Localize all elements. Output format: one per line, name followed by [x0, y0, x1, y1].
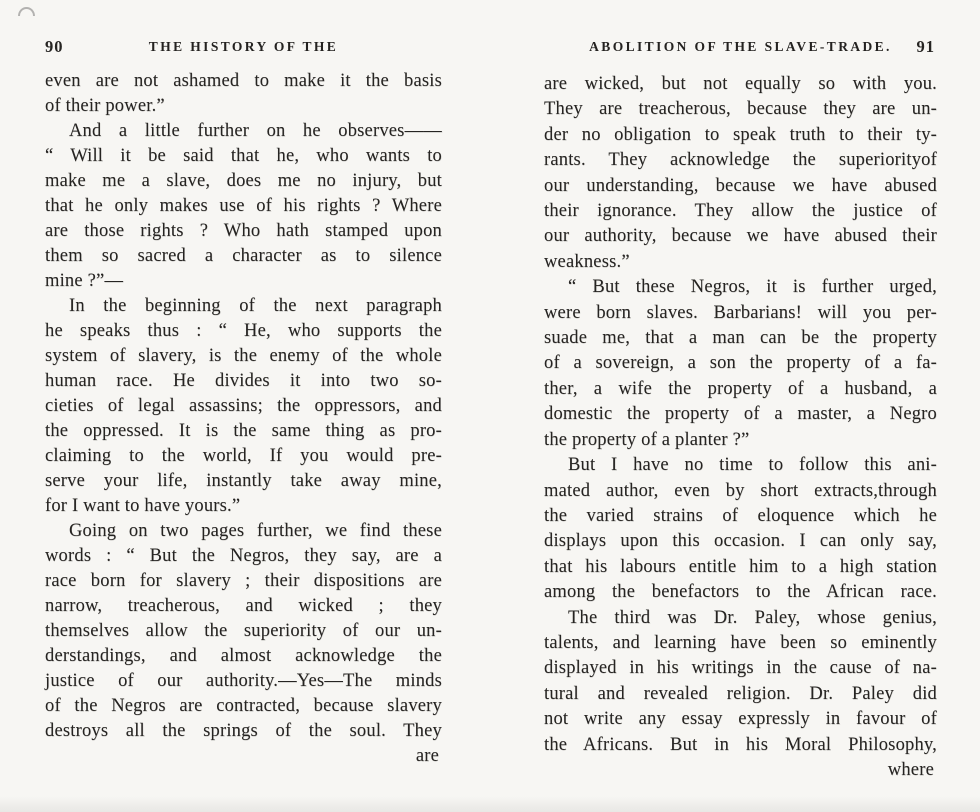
text-line: The third was Dr. Paley, whose genius, — [568, 607, 937, 628]
text-line: serve your life, instantly take away mine, — [45, 471, 442, 491]
left-catchword: are — [415, 746, 439, 766]
right-page-body — [544, 72, 937, 783]
text-line: justice of our authority.—Yes—The minds — [45, 671, 442, 691]
text-line: talents, and learning have been so eminently — [544, 632, 937, 653]
paragraph — [544, 453, 937, 605]
text-line: claiming to the world, If you would pre- — [45, 446, 442, 466]
text-line: Going on two pages further, we find these — [69, 521, 442, 541]
text-line: them so sacred a character as to silence — [45, 246, 442, 266]
right-running-title: ABOLITION OF THE SLAVE-TRADE. — [589, 39, 892, 54]
text-line: human race. He divides it into two so- — [45, 371, 442, 391]
text-line: race born for slavery ; their dispositions are — [45, 571, 442, 591]
text-line: system of slavery, is the enemy of the whole — [45, 346, 442, 366]
text-line: of a sovereign, a son the property of a fa- — [544, 353, 937, 374]
text-line: he speaks thus : “ He, who supports the — [45, 321, 442, 341]
text-line: among the benefactors to the African race. — [544, 582, 937, 603]
left-page-header — [45, 37, 442, 57]
text-line: mine ?”— — [45, 271, 124, 291]
text-line: domestic the property of a master, a Negro — [544, 404, 937, 425]
text-line: are those rights ? Who hath stamped upon — [45, 221, 442, 241]
text-line: In the beginning of the next paragraph — [69, 296, 442, 316]
text-line: the varied strains of eloquence which he — [544, 505, 937, 526]
text-line: themselves allow the superiority of our un- — [45, 621, 442, 641]
text-line: were born slaves. Barbarians! will you per- — [544, 302, 937, 323]
text-line: our understanding, because we have abused — [544, 175, 937, 196]
text-line: their ignorance. They allow the justice of — [544, 201, 937, 222]
paragraph — [544, 606, 937, 758]
text-line: even are not ashamed to make it the basis — [45, 71, 442, 91]
left-page-body — [45, 69, 442, 769]
text-line: not write any essay expressly in favour of — [544, 709, 937, 730]
text-line: of their power.” — [45, 96, 165, 116]
text-line: displayed in his writings in the cause of na- — [544, 658, 937, 679]
text-line: our authority, because we have abused their — [544, 226, 937, 247]
paragraph — [45, 519, 442, 744]
text-line: that he only makes use of his rights ? Where — [45, 196, 442, 216]
text-line: the oppressed. It is the same thing as pro- — [45, 421, 442, 441]
text-line: suade me, that a man can be the property — [544, 328, 937, 349]
right-page-number: 91 — [916, 37, 935, 56]
text-line: make me a slave, does me no injury, but — [45, 171, 442, 191]
paragraph — [45, 294, 442, 519]
text-line: “ Will it be said that he, who wants to — [45, 146, 442, 166]
left-page — [45, 0, 442, 812]
paragraph — [45, 119, 442, 294]
text-line: the property of a planter ?” — [544, 429, 750, 450]
text-line: the Africans. But in his Moral Philosophy, — [544, 734, 937, 755]
right-catchword: where — [887, 759, 934, 780]
paragraph — [544, 275, 937, 453]
text-line: of the Negros are contracted, because slavery — [45, 696, 442, 716]
scan-smudge-mark — [18, 7, 35, 16]
left-page-number: 90 — [45, 37, 64, 56]
text-line: derstandings, and almost acknowledge the — [45, 646, 442, 666]
left-running-title: THE HISTORY OF THE — [148, 39, 339, 54]
right-page-header — [544, 37, 937, 57]
text-line: destroys all the springs of the soul. They — [45, 721, 442, 741]
text-line: for I want to have yours.” — [45, 496, 241, 516]
text-line: rants. They acknowledge the superiorityof — [544, 150, 937, 171]
text-line: They are treacherous, because they are un- — [544, 99, 937, 120]
text-line: weakness.” — [544, 251, 630, 272]
left-page-text — [45, 69, 442, 744]
paragraph — [45, 69, 442, 119]
text-line: are wicked, but not equally so with you. — [544, 74, 937, 94]
paragraph — [544, 72, 937, 275]
text-line: But I have no time to follow this ani- — [568, 455, 937, 476]
text-line: mated author, even by short extracts,through — [544, 480, 937, 501]
text-line: ther, a wife the property of a husband, a — [544, 378, 937, 399]
text-line: cieties of legal assassins; the oppressors, and — [45, 396, 442, 416]
right-page — [544, 0, 937, 812]
text-line: that his labours entitle him to a high station — [544, 556, 937, 577]
text-line: words : “ But the Negros, they say, are a — [45, 546, 442, 566]
right-page-text — [544, 72, 937, 758]
text-line: displays upon this occasion. I can only say, — [544, 531, 937, 552]
text-line: der no obligation to speak truth to their ty- — [544, 124, 937, 145]
text-line: “ But these Negros, it is further urged, — [568, 277, 937, 298]
text-line: narrow, treacherous, and wicked ; they — [45, 596, 442, 616]
text-line: And a little further on he observes—— — [69, 121, 442, 141]
text-line: tural and revealed religion. Dr. Paley did — [544, 683, 937, 704]
